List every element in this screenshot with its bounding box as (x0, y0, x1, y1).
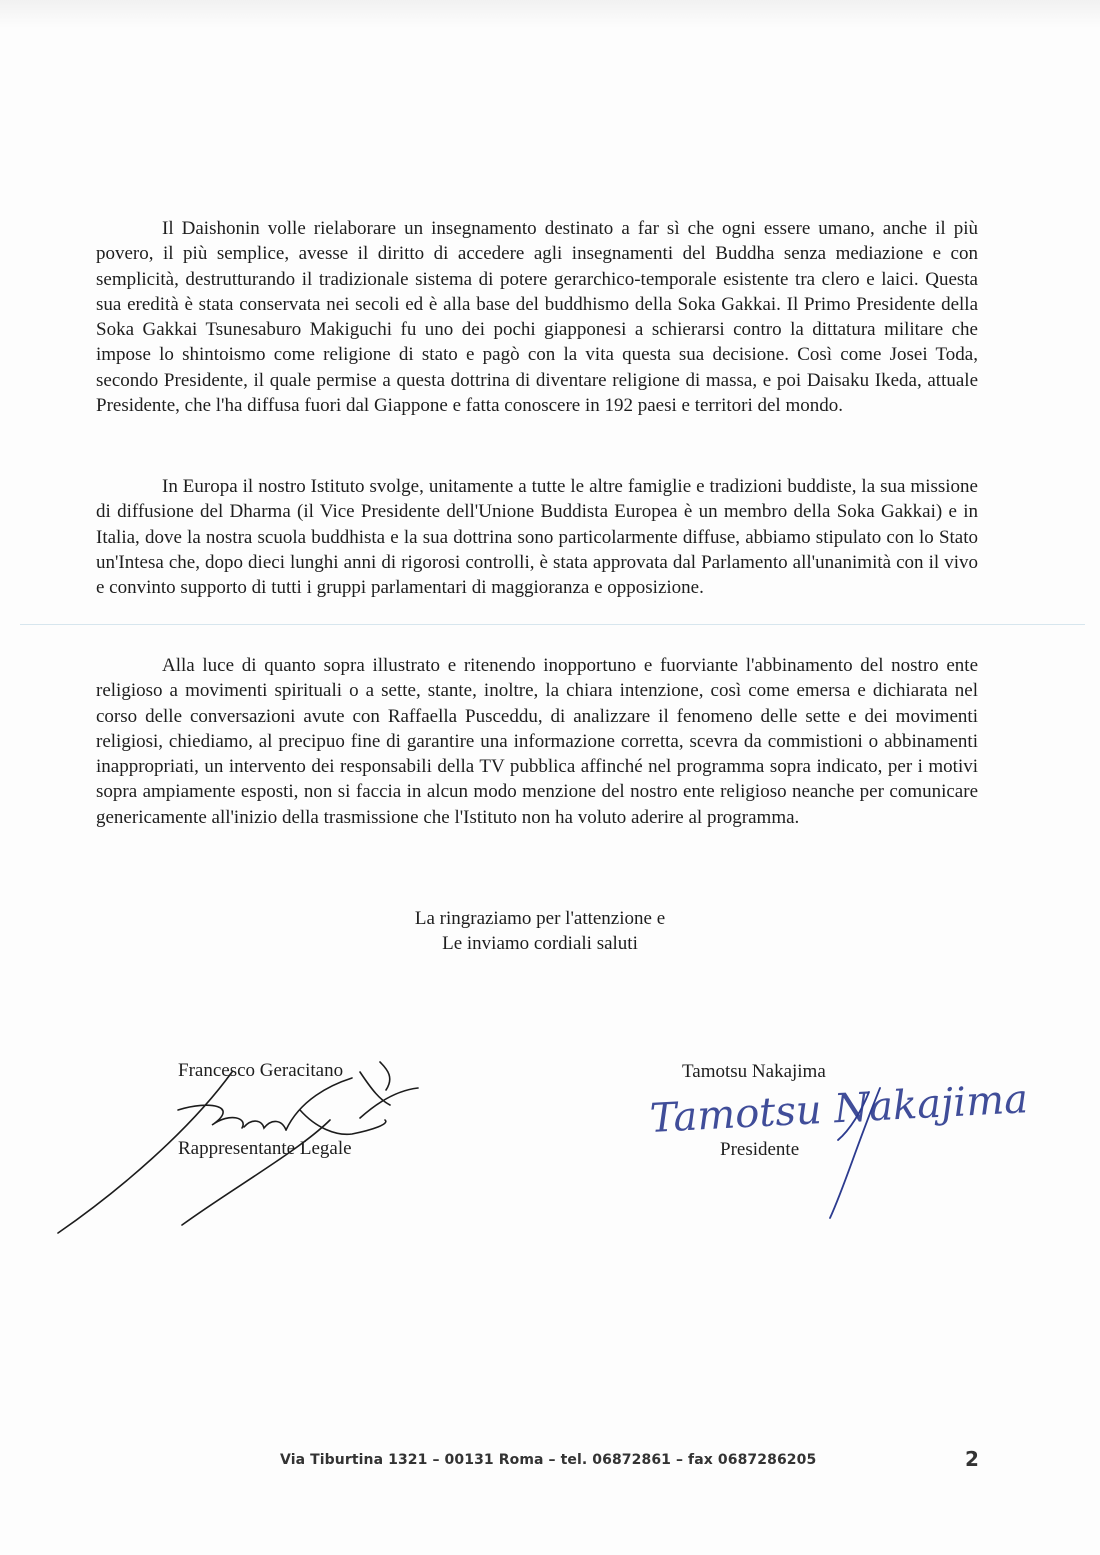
right-signature-script: Tamotsu Nakajima (648, 1076, 1030, 1142)
paragraph-text: In Europa il nostro Istituto svolge, unitamente a tutte le altre famiglie e tradizioni buddiste, la sua missione di diffusione del Dharma (il Vice Presidente dell'Unione Buddista Europea è un membro della Soka Gakkai) e in Italia, dove la nostra scuola buddhista e la sua dottrina sono particolarmente diffuse, abbiamo stipulato con lo Stato un'Intesa che, dopo dieci lunghi anni di rigorosi controlli, è stata approvata dal Parlamento all'unanimità con il vivo e convinto supporto di tutti i gruppi parlamentari di maggioranza e opposizione. (96, 476, 978, 599)
left-signatory-name: Francesco Geracitano (178, 1060, 344, 1081)
letter-paragraph-1 (96, 216, 978, 418)
page-number: 2 (965, 1447, 979, 1471)
paragraph-text: Alla luce di quanto sopra illustrato e ritenendo inopportuno e fuorviante l'abbinamento del nostro ente religioso a movimenti spirituali o a sette, stante, inoltre, la chiara intenzione, così come emersa e dichiarata nel corso delle conversazioni avute con Raffaella Pusceddu, di analizzare il fenomeno delle sette e dei movimenti religiosi, chiediamo, al precipuo fine di garantire una informazione corretta, scevra da commistioni o abbinamenti inappropriati, un intervento dei responsabili della TV pubblica affinché nel programma sopra indicato, per i motivi sopra ampiamente esposti, non si faccia in alcun modo menzione del nostro ente religioso neanche per comunicare genericamente all'inizio della trasmissione che l'Istituto non ha voluto aderire al programma. (96, 655, 978, 828)
paragraph-text: Il Daishonin volle rielaborare un insegnamento destinato a far sì che ogni essere umano, anche il più povero, il più semplice, avesse il diritto di accedere agli insegnamenti del Buddha senza mediazione e con semplicità, destrutturando il tradizionale sistema di potere gerarchico-temporale esistente tra clero e laici. Questa sua eredità è stata conservata nei secoli ed è alla base del buddhismo della Soka Gakkai. Il Primo Presidente della Soka Gakkai Tsunesaburo Makiguchi fu uno dei pochi giapponesi a schierarsi contro la dittatura militare che impose lo shintoismo come religione di stato e pagò con la vita questa sua decisione. Così come Josei Toda, secondo Presidente, il quale permise a questa dottrina di diventare religione di massa, e poi Daisaku Ikeda, attuale Presidente, che l'ha diffusa fuori dal Giappone e fatta conoscere in 192 paesi e territori del mondo. (96, 218, 978, 417)
letter-paragraph-3 (96, 653, 978, 830)
letter-paragraph-2 (96, 474, 978, 600)
scan-top-shadow (0, 0, 1100, 28)
scan-artifact-line (20, 624, 1085, 625)
right-signature (830, 1088, 880, 1218)
right-signatory-name: Tamotsu Nakajima (682, 1061, 826, 1082)
left-signatory-role: Rappresentante Legale (178, 1138, 352, 1159)
closing-line-2: Le inviamo cordiali saluti (442, 933, 638, 954)
closing-line-1: La ringraziamo per l'attenzione e (414, 908, 666, 929)
footer-address: Via Tiburtina 1321 – 00131 Roma – tel. 06872861 – fax 0687286205 (280, 1452, 817, 1468)
right-signatory-role: Presidente (720, 1139, 800, 1160)
